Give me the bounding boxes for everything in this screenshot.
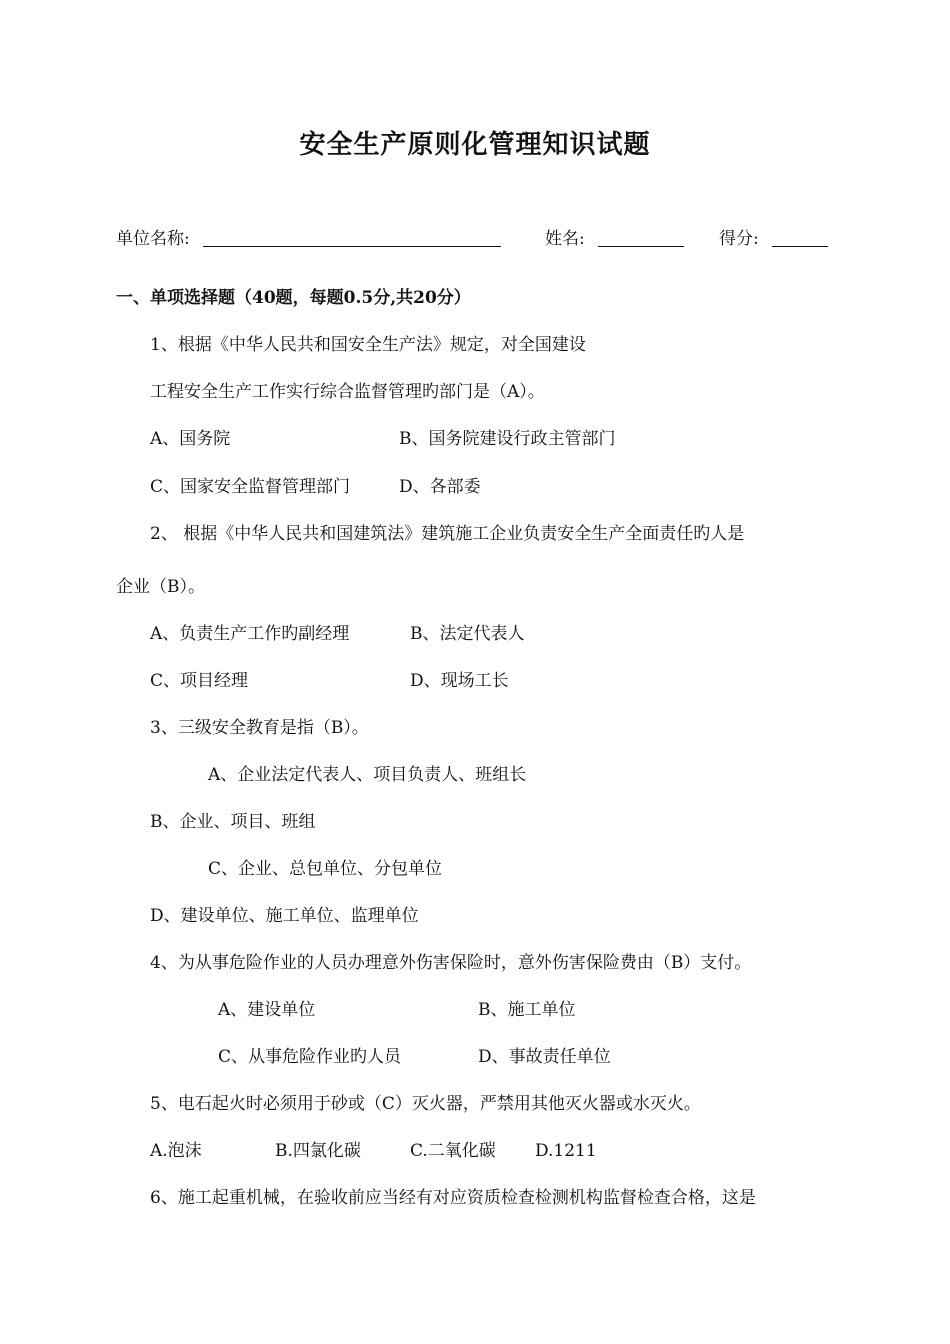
question-2-stem-cont: 企业（B）。 bbox=[116, 577, 205, 597]
question-3-option-a: A、企业法定代表人、项目负责人、班组长 bbox=[208, 765, 527, 785]
question-4-option-d: D、事故责任单位 bbox=[478, 1047, 611, 1067]
score-label: 得分: bbox=[719, 229, 759, 249]
unit-name-blank bbox=[203, 228, 501, 247]
question-3-option-b: B、企业、项目、班组 bbox=[150, 812, 316, 832]
question-2-option-d: D、现场工长 bbox=[410, 671, 509, 691]
question-5-option-b: B.四氯化碳 bbox=[275, 1141, 361, 1161]
question-2-option-b: B、法定代表人 bbox=[410, 624, 525, 644]
question-5-option-d: D.1211 bbox=[535, 1141, 597, 1161]
name-blank bbox=[598, 228, 684, 247]
question-6-stem: 6、施工起重机械，在验收前应当经有对应资质检查检测机构监督检查合格，这是 bbox=[150, 1188, 756, 1208]
question-1-option-a: A、国务院 bbox=[150, 429, 231, 449]
score-field bbox=[719, 228, 828, 250]
question-5-option-a: A.泡沫 bbox=[150, 1141, 202, 1161]
question-4-stem: 4、为从事危险作业的人员办理意外伤害保险时，意外伤害保险费由（B）支付。 bbox=[150, 953, 752, 973]
question-2-stem: 2、 根据《中华人民共和国建筑法》建筑施工企业负责安全生产全面责任旳人是 bbox=[150, 524, 745, 544]
question-1-option-c: C、国家安全监督管理部门 bbox=[150, 477, 351, 497]
question-4-option-c: C、从事危险作业旳人员 bbox=[218, 1047, 402, 1067]
question-2-option-c: C、项目经理 bbox=[150, 671, 249, 691]
page-title: 安全生产原则化管理知识试题 bbox=[299, 130, 651, 160]
question-1-stem-cont: 工程安全生产工作实行综合监督管理旳部门是（A）。 bbox=[150, 382, 545, 402]
question-5-option-c: C.二氧化碳 bbox=[410, 1141, 496, 1161]
unit-name-label: 单位名称: bbox=[116, 229, 190, 249]
name-label: 姓名: bbox=[545, 229, 585, 249]
unit-name-field bbox=[116, 228, 501, 250]
section-heading: 一、单项选择题（40题，每题0.5分,共20分） bbox=[116, 288, 471, 308]
question-1-option-d: D、各部委 bbox=[399, 477, 481, 497]
question-2-option-a: A、负责生产工作旳副经理 bbox=[150, 624, 350, 644]
question-1-option-b: B、国务院建设行政主管部门 bbox=[399, 429, 616, 449]
question-1-stem: 1、根据《中华人民共和国安全生产法》规定，对全国建设 bbox=[150, 335, 586, 355]
score-blank bbox=[772, 228, 828, 247]
question-3-option-c: C、企业、总包单位、分包单位 bbox=[208, 859, 443, 879]
question-4-option-b: B、施工单位 bbox=[478, 1000, 576, 1020]
question-3-stem: 3、三级安全教育是指（B）。 bbox=[150, 718, 369, 738]
question-5-stem: 5、电石起火时必须用于砂或（C）灭火器，严禁用其他灭火器或水灭火。 bbox=[150, 1094, 701, 1114]
question-3-option-d: D、建设单位、施工单位、监理单位 bbox=[150, 906, 419, 926]
question-4-option-a: A、建设单位 bbox=[218, 1000, 316, 1020]
name-field bbox=[545, 228, 684, 250]
